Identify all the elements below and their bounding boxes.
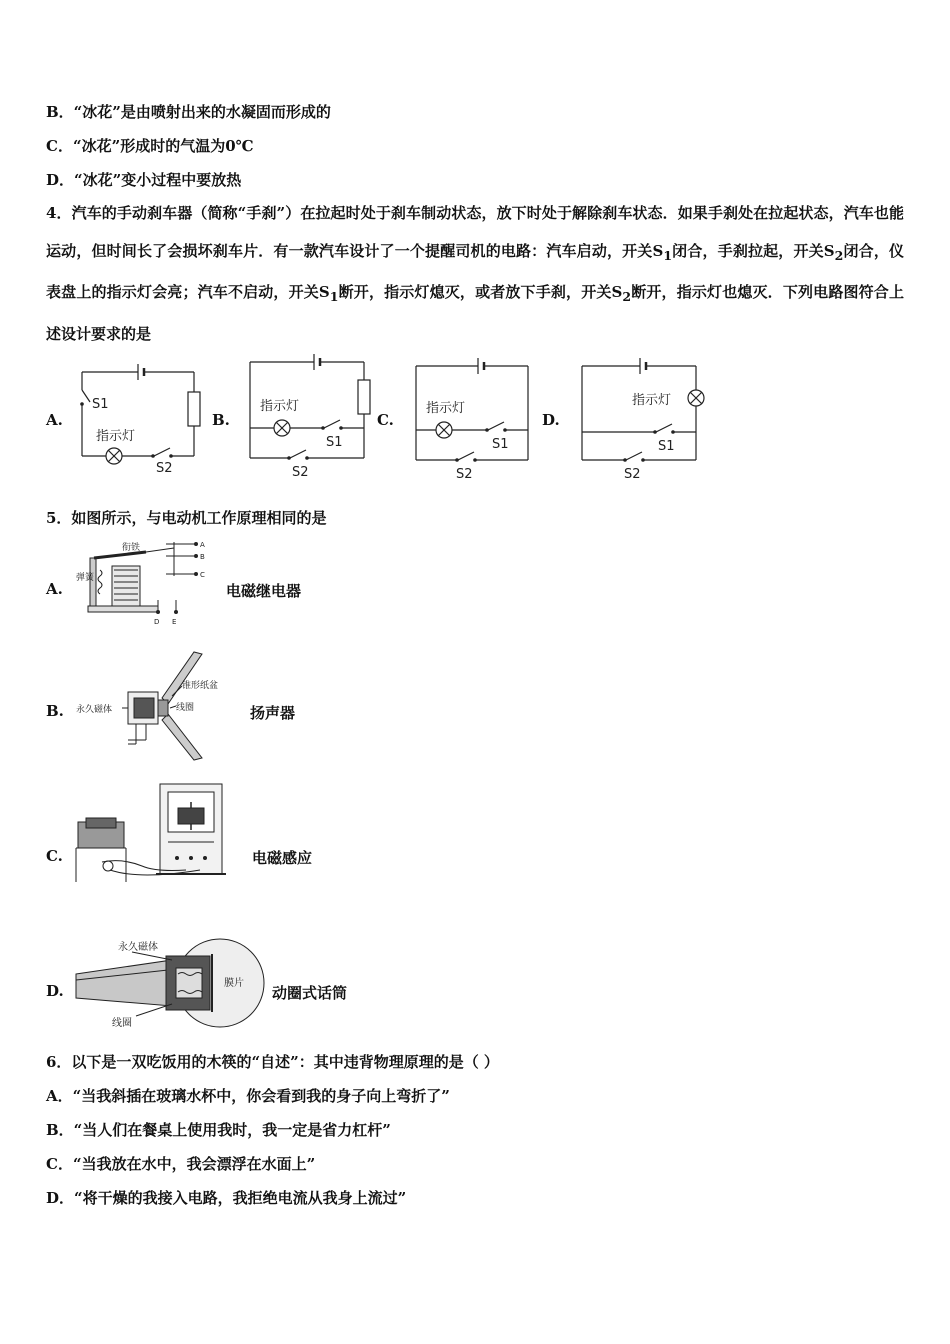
q6-stem: 6．以下是一双吃饭用的木筷的“自述”：其中违背物理原理的是（ ） xyxy=(46,1053,499,1071)
q5-option-d-caption: 动圈式话筒 xyxy=(272,984,348,1002)
relay-spring-label: 弹簧 xyxy=(76,573,95,583)
q6-option-a: A．“当我斜插在玻璃水杯中，你会看到我的身子向上弯折了” xyxy=(46,1087,450,1105)
q5-option-a-label: A. xyxy=(46,580,63,598)
q5-option-c-label: C. xyxy=(46,847,63,865)
q4-option-c-label: C. xyxy=(377,411,394,429)
q4-option-a-label: A. xyxy=(46,411,63,429)
relay-figure xyxy=(76,540,211,626)
speaker-figure xyxy=(76,650,256,768)
lamp-label: 指示灯 xyxy=(632,393,672,408)
q4-stem: 4．汽车的手动刹车器（简称“手刹”）在拉起时处于刹车制动状态，放下时处于解除刹车状态．如果手刹处在拉起状态，汽车也能运动，但时间长了会损坏刹车片．有一款汽车设计了一个提醒司机的电路：汽车启动，开关$S_1$闭合，手刹拉起，开关$S_2$闭合，仪表盘上的指示灯会亮；汽车不启动，开关$S_1$断开，指示灯熄灭，或者放下手刹，开关$S_2$断开，指示灯也熄灭．下列电路图符合上述设计要求的是 xyxy=(46,204,904,343)
lamp-label: 指示灯 xyxy=(426,401,466,416)
s2-label: S2 xyxy=(156,461,173,476)
relay-terminal-c: C xyxy=(200,571,205,579)
s1-label: S1 xyxy=(92,397,109,412)
relay-terminal-a: A xyxy=(200,541,205,549)
speaker-magnet-label: 永久磁体 xyxy=(76,705,113,715)
q4-option-b-label: B. xyxy=(212,411,230,429)
relay-armature-label: 衔铁 xyxy=(122,543,141,553)
circuit-diagram-a xyxy=(78,360,208,476)
q6-option-d: D．“将干燥的我接入电路，我拒绝电流从我身上流过” xyxy=(46,1189,407,1207)
q3-option-b: B．“冰花”是由喷射出来的水凝固而形成的 xyxy=(46,103,331,121)
q5-option-b-caption: 扬声器 xyxy=(250,704,296,722)
q3-option-c: C．“冰花”形成时的气温为0℃ xyxy=(46,137,254,155)
q5-option-b-label: B. xyxy=(46,702,64,720)
lamp-label: 指示灯 xyxy=(96,429,136,444)
mic-coil-label: 线圈 xyxy=(112,1018,132,1029)
mic-magnet-label: 永久磁体 xyxy=(118,942,158,953)
relay-terminal-d: D xyxy=(154,618,160,626)
relay-terminal-e: E xyxy=(172,618,177,626)
relay-terminal-b: B xyxy=(200,553,205,561)
s1-label: S1 xyxy=(658,439,675,454)
s1-label: S1 xyxy=(492,437,509,452)
q6-option-b: B．“当人们在餐桌上使用我时，我一定是省力杠杆” xyxy=(46,1121,391,1139)
speaker-cone-label: 锥形纸盆 xyxy=(182,681,219,691)
s2-label: S2 xyxy=(456,467,473,482)
induction-figure xyxy=(72,782,242,902)
q5-option-d-label: D. xyxy=(46,982,64,1000)
circuit-diagram-d xyxy=(578,356,718,482)
s2-label: S2 xyxy=(624,467,641,482)
mic-membrane-label: 膜片 xyxy=(224,978,244,989)
s2-label: S2 xyxy=(292,465,309,480)
microphone-figure xyxy=(72,938,272,1038)
lamp-label: 指示灯 xyxy=(260,399,300,414)
q3-option-d: D．“冰花”变小过程中要放热 xyxy=(46,171,242,189)
q4-option-d-label: D. xyxy=(542,411,560,429)
circuit-diagram-b xyxy=(246,354,376,480)
q5-option-a-caption: 电磁继电器 xyxy=(226,582,302,600)
q5-option-c-caption: 电磁感应 xyxy=(252,849,313,867)
speaker-coil-label: 线圈 xyxy=(176,703,195,713)
q6-option-c: C．“当我放在水中，我会漂浮在水面上” xyxy=(46,1155,316,1173)
circuit-diagram-c xyxy=(412,356,537,482)
q5-stem: 5．如图所示，与电动机工作原理相同的是 xyxy=(46,509,327,527)
s1-label: S1 xyxy=(326,435,343,450)
